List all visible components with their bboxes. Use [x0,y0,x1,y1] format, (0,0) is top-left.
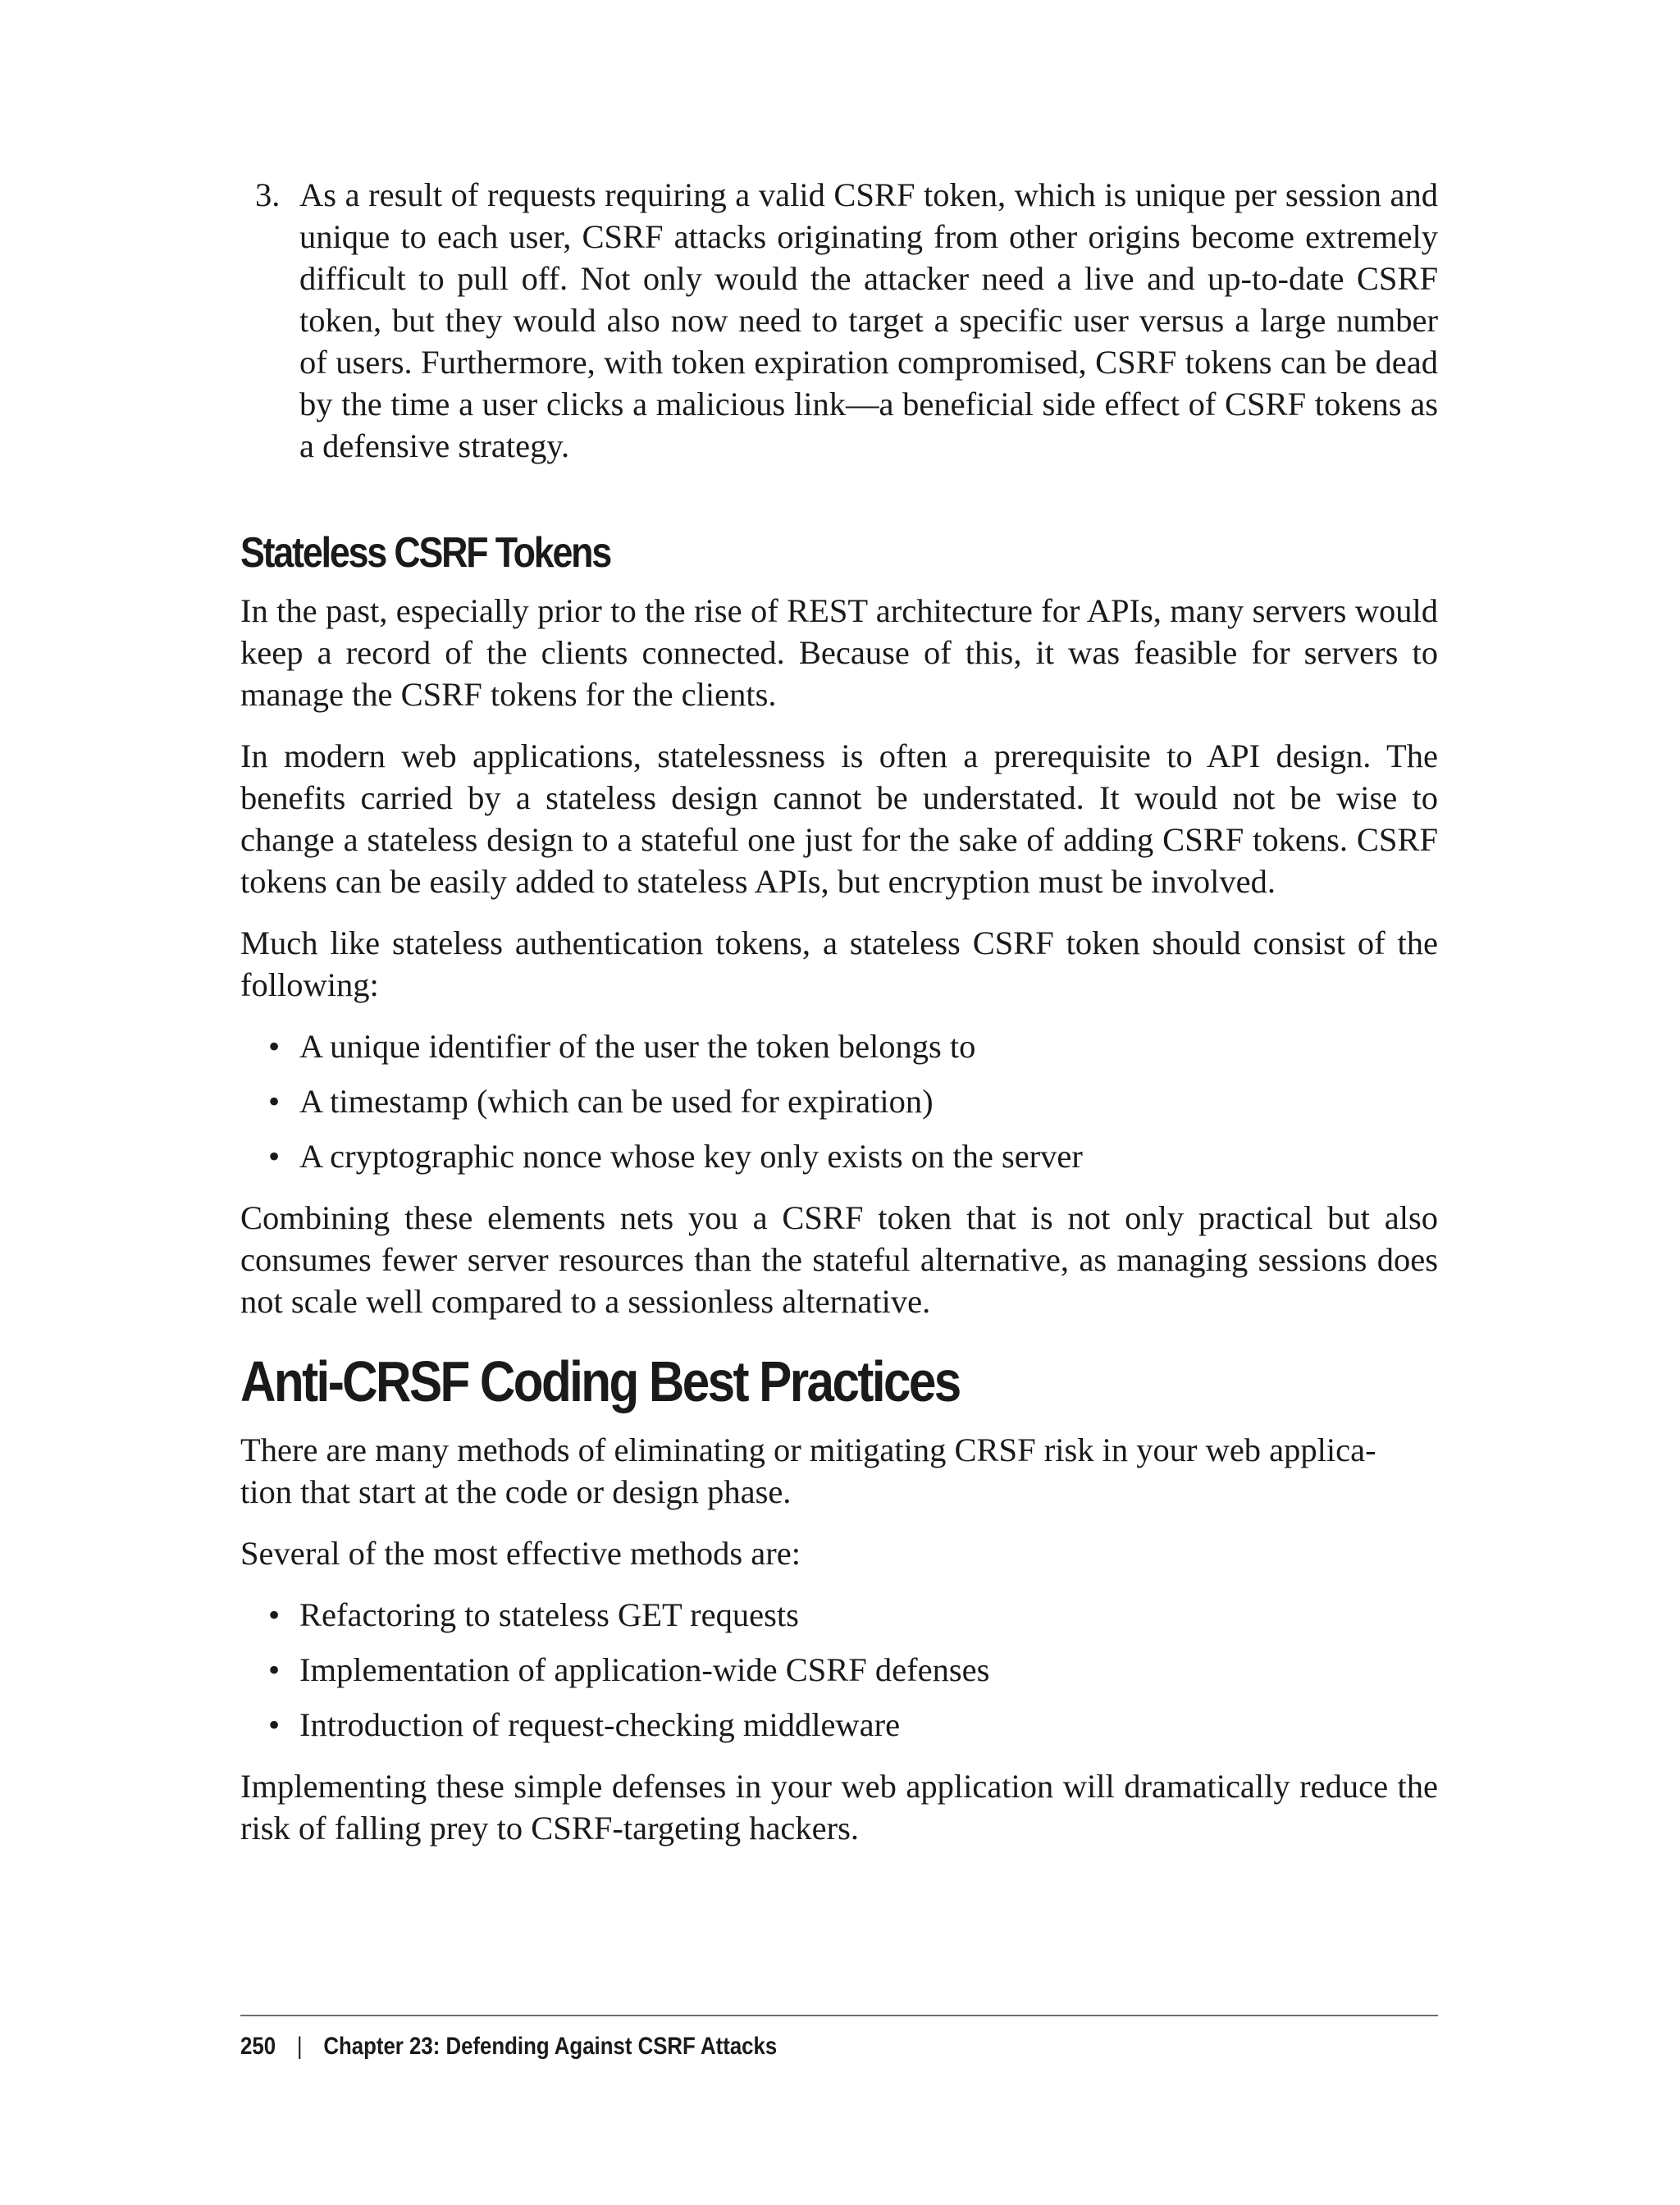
token-components-list [240,1025,1438,1177]
list-item: • A timestamp (which can be used for expiration) [240,1080,1438,1122]
list-item: • A unique identifier of the user the token belongs to [240,1025,1438,1067]
paragraph-modern-apps: In modern web applications, statelessness is often a prerequisite to API design. The benefits carried by a stateless design cannot be understated. It would not be wise to change a stateless design to a stateful one just for the sake of adding CSRF tokens. CSRF tokens can be easily added to stateless APIs, but encryption must be involved. [240,737,1438,900]
section-heading-stateless-csrf-tokens: Stateless CSRF Tokens [240,529,611,577]
list-item-text: As a result of requests requiring a valid CSRF token, which is unique per session and unique to each user, CSRF attacks originating from other origins become extremely difficult to pull off. Not only would the attacker need a live and up-to-date CSRF token, but they would also now need to target a specific user versus a large number of users. Furthermore, with token expiration compromised, CSRF tokens can be dead by the time a user clicks a malicious link—a beneficial side effect of CSRF tokens as a defensive strategy. [299,176,1438,464]
list-item: • A cryptographic nonce whose key only exists on the server [240,1135,1438,1177]
paragraph-conclusion: Implementing these simple defenses in your web application will dramatically reduce the risk of falling prey to CSRF-targeting hackers. [240,1768,1438,1847]
paragraph-token-consists: Much like stateless authentication tokens, a stateless CSRF token should consist of the following: [240,924,1438,1003]
methods-list [240,1594,1438,1746]
numbered-list-item [240,174,1438,467]
footer-line [240,2031,1271,2062]
page-footer [240,2015,1438,2062]
paragraph-methods-intro-line2: tion that start at the code or design phase. [240,1473,792,1510]
page-number: 250 [240,2033,276,2060]
paragraph-methods-intro-line1: There are many methods of eliminating or mitigating CRSF risk in your web applica- [240,1431,1376,1468]
list-item: • Implementation of application-wide CSRF defenses [240,1649,1438,1691]
footer-divider [240,2015,1438,2016]
paragraph-history: In the past, especially prior to the rise of REST architecture for APIs, many servers would keep a record of the clients connected. Because of this, it was feasible for servers to manage the CSRF tokens for the clients. [240,592,1438,713]
list-item: • Introduction of request-checking middleware [240,1704,1438,1746]
section-heading-best-practices: Anti-CRSF Coding Best Practices [240,1349,960,1413]
paragraph-methods-intro [240,1429,1438,1513]
paragraph-combining: Combining these elements nets you a CSRF token that is not only practical but also consumes fewer server resources than the stateful alternative, as managing sessions does not scale well compared to a sessionless alternative. [240,1199,1438,1320]
paragraph-methods-lead: Several of the most effective methods are: [240,1535,801,1572]
footer-separator: | [296,2033,303,2060]
list-item: • Refactoring to stateless GET requests [240,1594,1438,1636]
list-item-number: 3. [255,176,281,213]
page-body [240,174,1438,1849]
running-chapter-title: Chapter 23: Defending Against CSRF Attacks [323,2033,778,2060]
